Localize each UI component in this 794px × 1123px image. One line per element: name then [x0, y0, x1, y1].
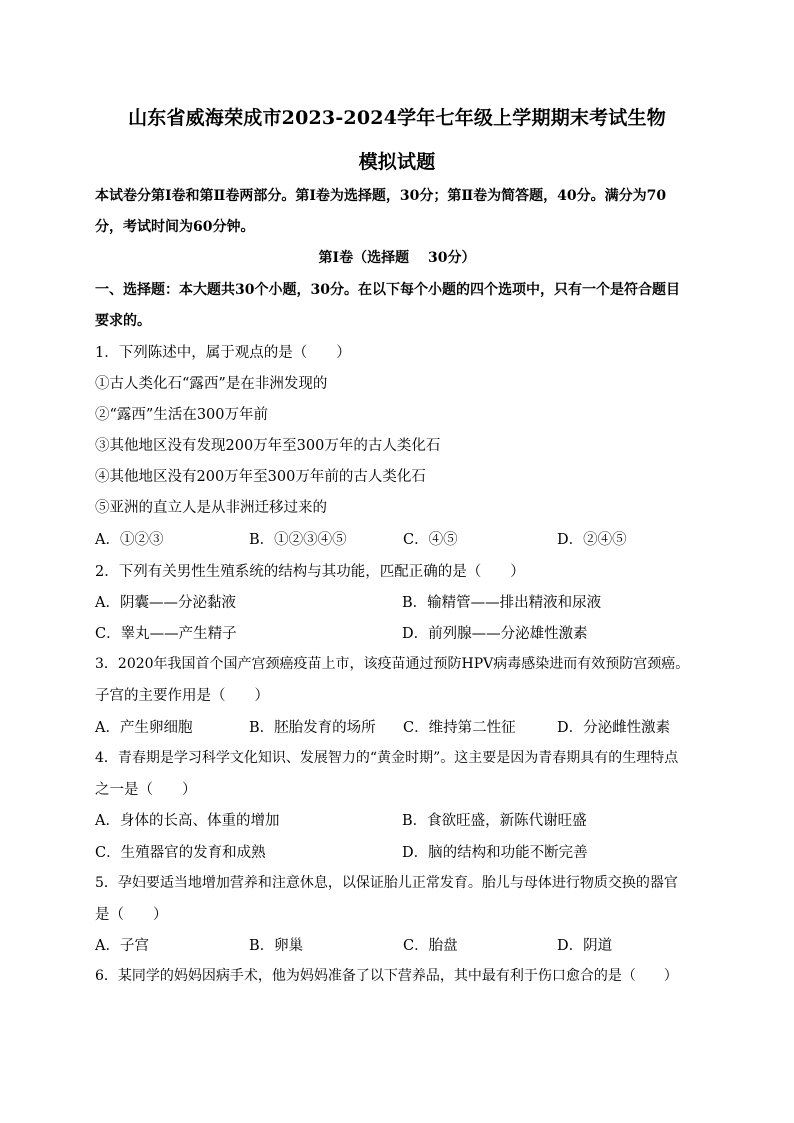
question-5-stem-line-2: 是（ ） [95, 907, 168, 923]
question-1-stem: 1．下列陈述中，属于观点的是（ ） [95, 345, 351, 361]
question-2-option-d: D．前列腺——分泌雄性激素 [402, 626, 588, 642]
question-1-option-a: A．①②③ [95, 532, 164, 548]
intro-text-line-2: 分，考试时间为60分钟。 [95, 219, 255, 235]
question-4-stem-line-2: 之一是（ ） [95, 782, 197, 798]
question-5-option-a: A．子宫 [95, 938, 149, 954]
question-2-stem: 2．下列有关男性生殖系统的结构与其功能，匹配正确的是（ ） [95, 564, 525, 580]
question-4-option-c: C．生殖器官的发育和成熟 [95, 845, 266, 861]
question-4-option-b: B．食欲旺盛，新陈代谢旺盛 [402, 813, 587, 829]
question-3-stem-line-1: 3．2020年我国首个国产宫颈癌疫苗上市，该疫苗通过预防HPV病毒感染进而有效预防宫颈癌。 [95, 656, 690, 672]
question-1-statement-5: ⑤亚洲的直立人是从非洲迁移过来的 [95, 500, 327, 516]
question-1-statement-1: ①古人类化石“露西”是在非洲发现的 [95, 376, 328, 392]
question-2-option-b: B．输精管——排出精液和尿液 [402, 595, 602, 611]
question-5-option-c: C．胎盘 [403, 938, 458, 954]
exam-title: 山东省威海荣成市2023-2024学年七年级上学期期末考试生物 [128, 107, 666, 129]
question-1-option-d: D．②④⑤ [557, 532, 627, 548]
question-5-option-b: B．卵巢 [249, 938, 304, 954]
question-1-statement-4: ④其他地区没有200万年至300万年前的古人类化石 [95, 469, 426, 485]
question-1-option-b: B．①②③④⑤ [249, 532, 347, 548]
question-3-option-a: A．产生卵细胞 [95, 720, 193, 736]
question-2-option-c: C．睾丸——产生精子 [95, 626, 237, 642]
question-5-stem-line-1: 5．孕妇要适当地增加营养和注意休息，以保证胎儿正常发育。胎儿与母体进行物质交换的器官 [95, 875, 678, 891]
question-3-stem-line-2: 子宫的主要作用是（ ） [95, 688, 269, 704]
question-4-stem-line-1: 4．青春期是学习科学文化知识、发展智力的“黄金时期”。这主要是因为青春期具有的生理特点 [95, 750, 679, 766]
question-5-option-d: D．阴道 [557, 938, 613, 954]
question-1-statement-2: ②“露西”生活在300万年前 [95, 407, 269, 423]
question-1-option-c: C．④⑤ [403, 532, 458, 548]
question-1-statement-3: ③其他地区没有发现200万年至300万年的古人类化石 [95, 438, 441, 454]
section-heading: 第Ⅰ卷（选择题 30分） [318, 250, 476, 266]
question-4-option-d: D．脑的结构和功能不断完善 [402, 845, 588, 861]
question-3-option-b: B．胚胎发育的场所 [249, 720, 376, 736]
question-3-option-d: D．分泌雌性激素 [557, 720, 671, 736]
intro-text-line-1: 本试卷分第Ⅰ卷和第Ⅱ卷两部分。第Ⅰ卷为选择题，30分；第Ⅱ卷为简答题，40分。满分为70 [95, 188, 667, 204]
instruction-line-1: 一、选择题：本大题共30个小题，30分。在以下每个小题的四个选项中，只有一个是符合题目 [95, 282, 680, 298]
instruction-line-2: 要求的。 [95, 313, 151, 329]
question-2-option-a: A．阴囊——分泌黏液 [95, 595, 236, 611]
exam-subtitle: 模拟试题 [358, 151, 436, 173]
question-6-stem: 6．某同学的妈妈因病手术，他为妈妈准备了以下营养品，其中最有利于伤口愈合的是（ ） [95, 968, 678, 984]
question-4-option-a: A．身体的长高、体重的增加 [95, 813, 280, 829]
question-3-option-c: C．维持第二性征 [403, 720, 516, 736]
